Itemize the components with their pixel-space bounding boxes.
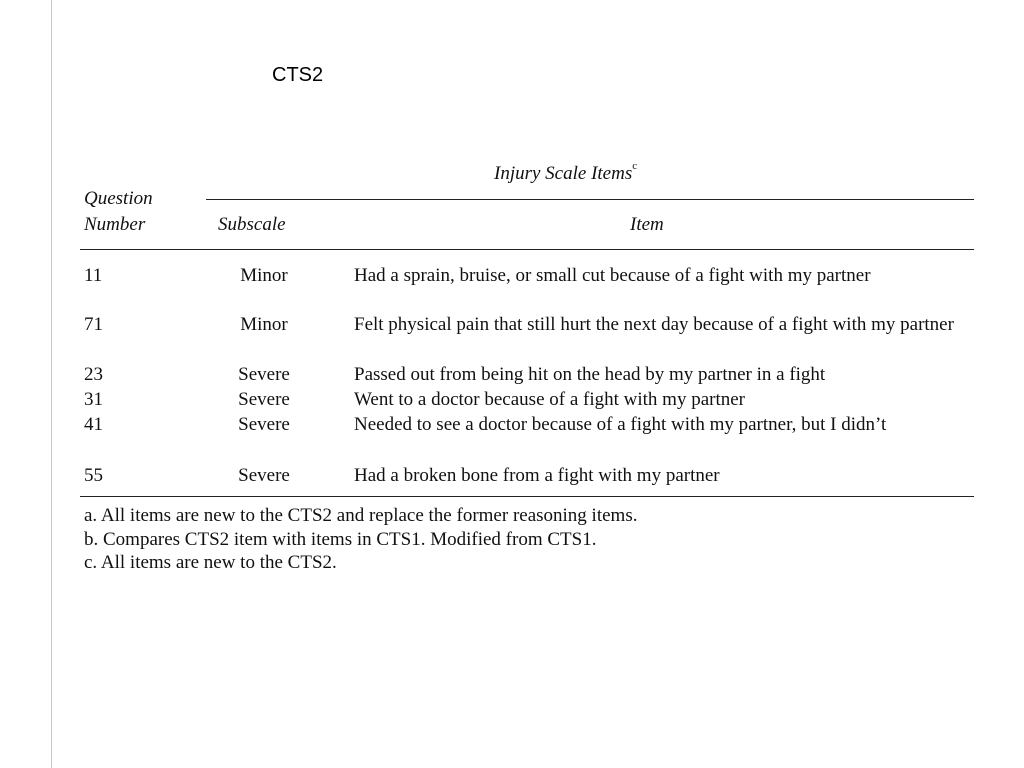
subscale-cell: Severe xyxy=(238,364,290,385)
span-header-footnote-mark: c xyxy=(632,160,638,172)
question-number: 41 xyxy=(84,414,103,435)
item-cell: Went to a doctor because of a fight with my partner xyxy=(354,389,746,410)
header-subscale: Subscale xyxy=(218,214,286,235)
footnote-a: a. All items are new to the CTS2 and replace the former reasoning items. xyxy=(84,505,638,526)
item-cell: Passed out from being hit on the head by my partner in a fight xyxy=(354,364,826,385)
header-question-line1: Question xyxy=(84,188,153,209)
question-number: 11 xyxy=(84,265,103,286)
table-span-header xyxy=(494,160,637,185)
span-header-text: Injury Scale Items xyxy=(494,163,633,184)
span-header-rule xyxy=(206,199,974,200)
header-bottom-rule xyxy=(80,249,974,250)
question-number: 23 xyxy=(84,364,103,385)
item-cell: Felt physical pain that still hurt the next day because of a fight with my partner xyxy=(354,314,954,335)
question-number: 31 xyxy=(84,389,103,410)
left-margin-rule xyxy=(51,0,52,768)
header-question-line2: Number xyxy=(84,214,146,235)
question-number: 71 xyxy=(84,314,103,335)
item-cell: Needed to see a doctor because of a fight with my partner, but I didn’t xyxy=(354,414,887,435)
subscale-cell: Minor xyxy=(240,265,288,286)
footnote-b: b. Compares CTS2 item with items in CTS1. Modified from CTS1. xyxy=(84,529,597,550)
footnote-c: c. All items are new to the CTS2. xyxy=(84,552,337,573)
subscale-cell: Severe xyxy=(238,389,290,410)
slide-title: CTS2 xyxy=(272,64,324,86)
header-item: Item xyxy=(630,214,664,235)
item-cell: Had a broken bone from a fight with my partner xyxy=(354,465,720,486)
item-cell: Had a sprain, bruise, or small cut because of a fight with my partner xyxy=(354,265,871,286)
question-number: 55 xyxy=(84,465,103,486)
subscale-cell: Minor xyxy=(240,314,288,335)
subscale-cell: Severe xyxy=(238,465,290,486)
table-bottom-rule xyxy=(80,496,974,497)
subscale-cell: Severe xyxy=(238,414,290,435)
